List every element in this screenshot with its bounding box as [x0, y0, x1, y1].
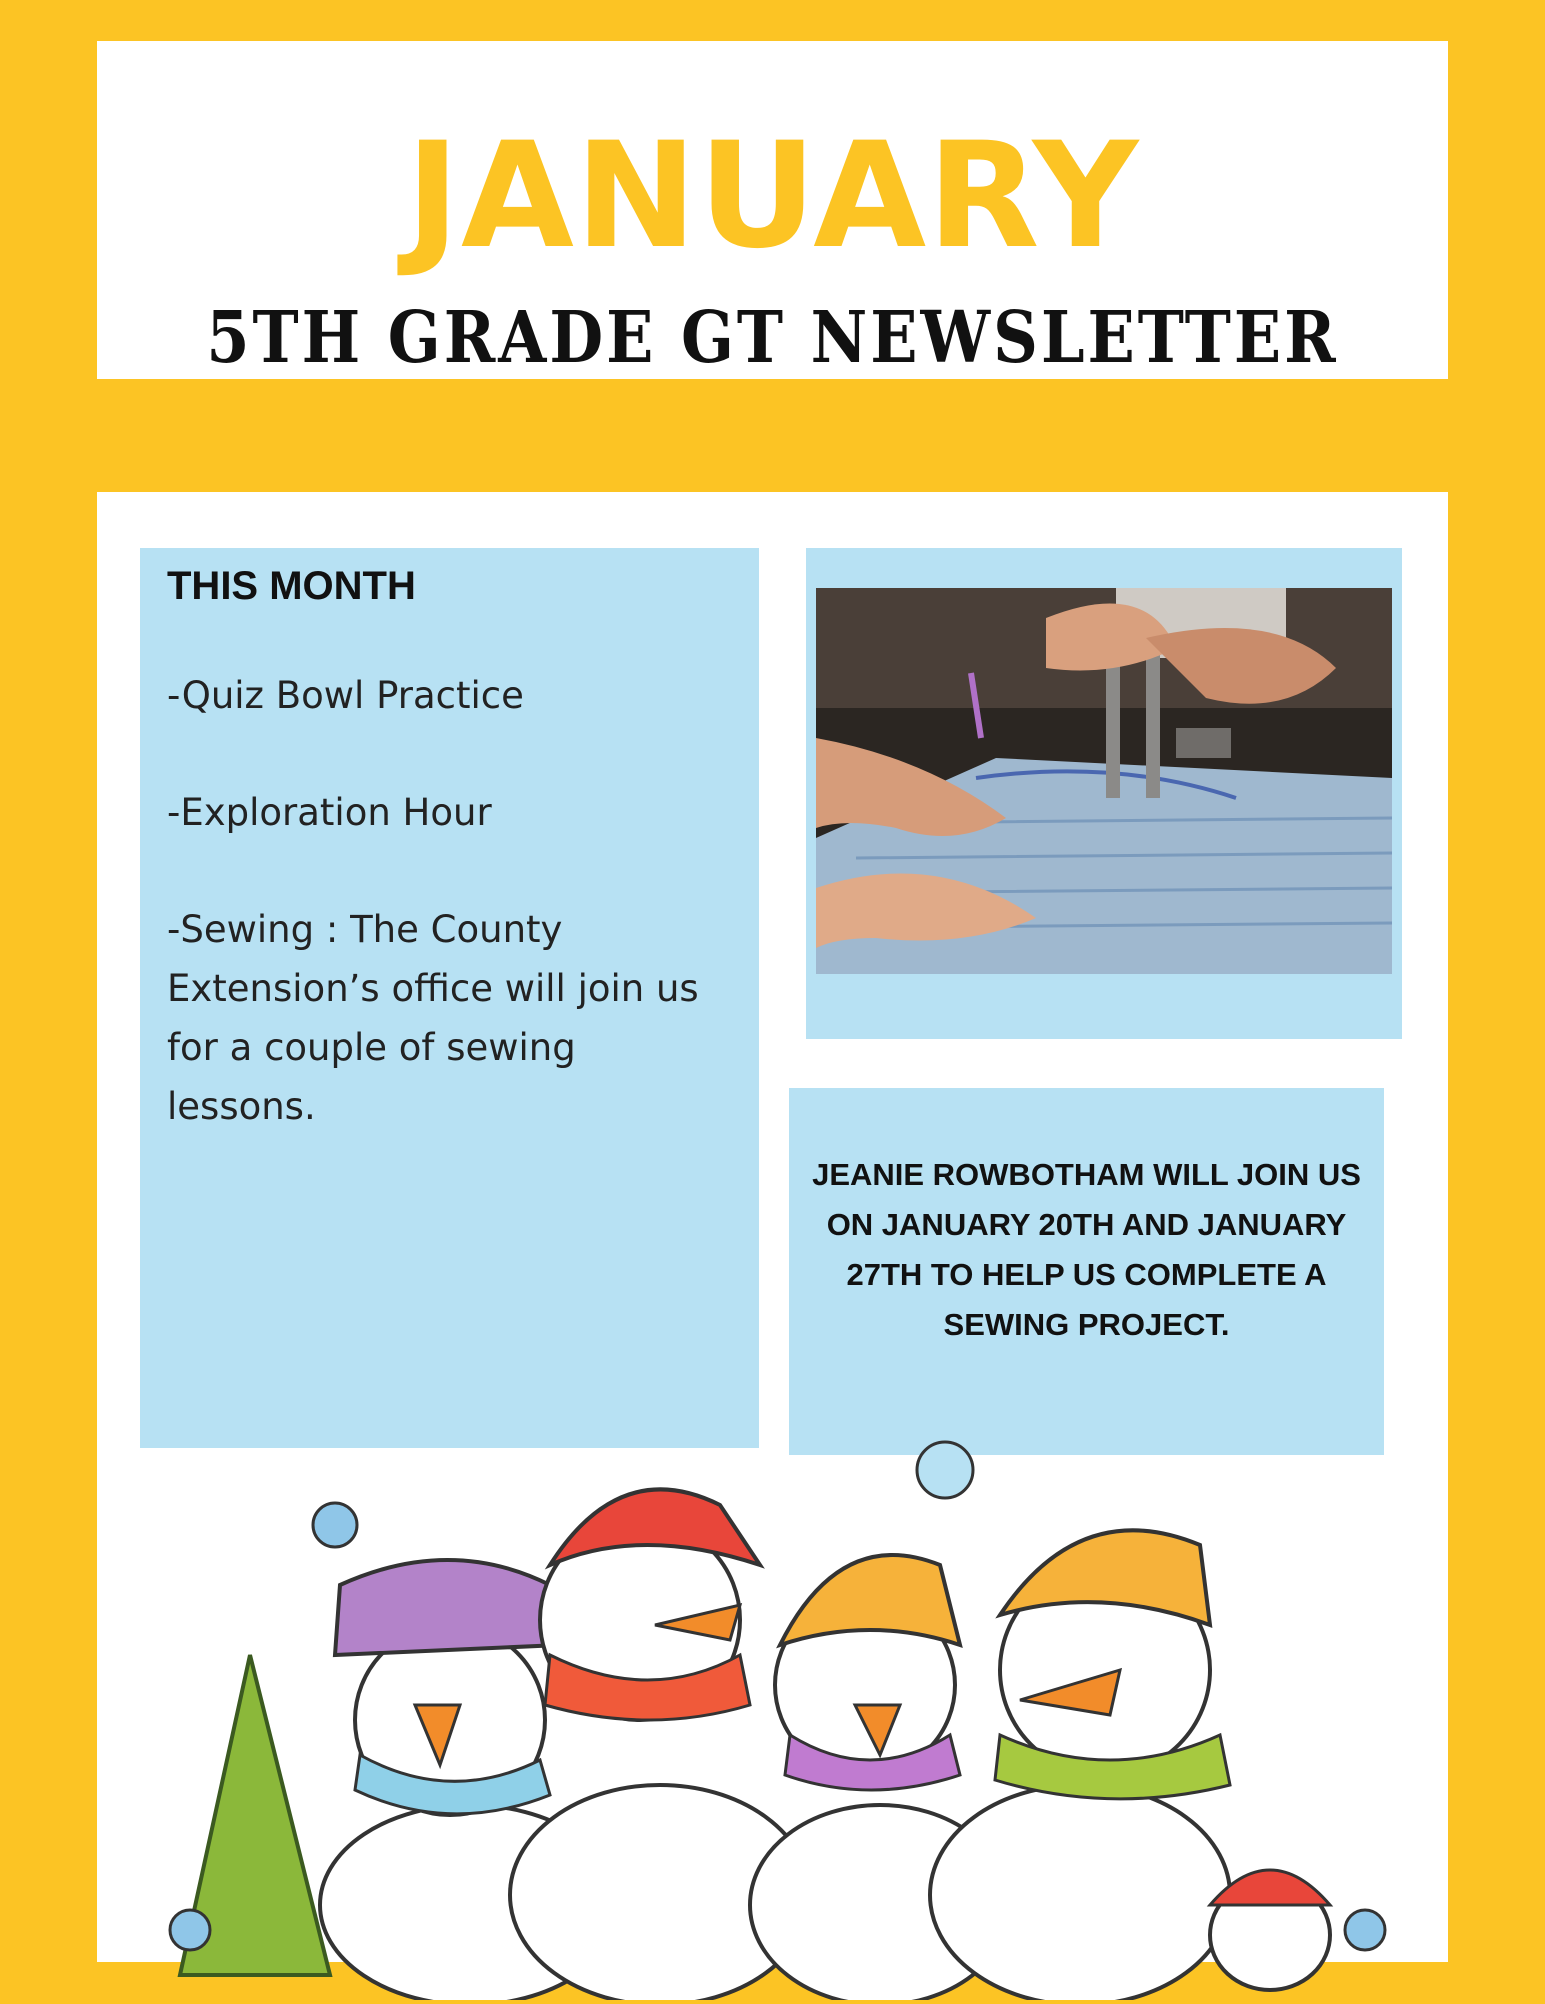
newsletter-subtitle: 5TH GRADE GT NEWSLETTER — [206, 295, 1339, 380]
header-card — [97, 41, 1448, 379]
this-month-heading: THIS MONTH — [167, 564, 416, 608]
event-item-exploration: -Exploration Hour — [167, 791, 492, 834]
sewing-machine-photo — [816, 588, 1392, 974]
announcement-panel — [789, 1088, 1384, 1455]
announcement-text: JEANIE ROWBOTHAM WILL JOIN US ON JANUARY 20TH AND JANUARY 27TH TO HELP US COMPLETE A SEWING PROJECT. — [812, 1157, 1361, 1342]
snowmen-illustration — [120, 1415, 1420, 2000]
event-item-sewing: -Sewing : The County Extension’s office will join us for a couple of sewing lessons. — [167, 908, 699, 1128]
month-title: JANUARY — [405, 111, 1140, 281]
this-month-panel — [140, 548, 759, 1448]
event-item-quiz-bowl: -Quiz Bowl Practice — [167, 674, 524, 717]
